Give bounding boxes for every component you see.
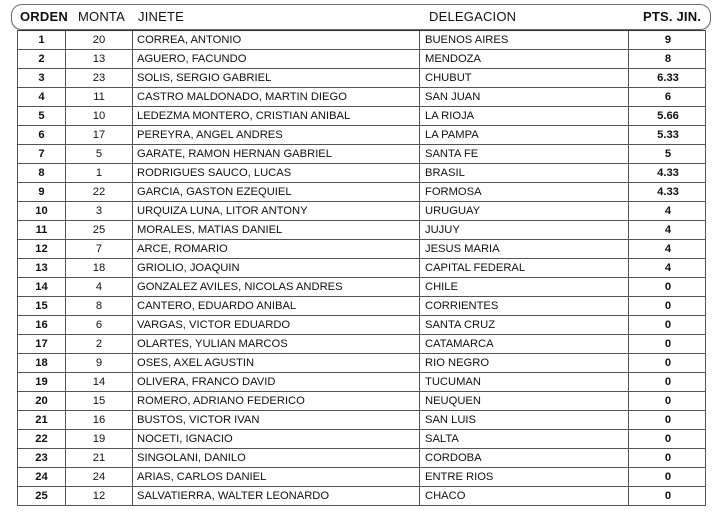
orden-cell: 15 — [18, 297, 66, 315]
delegacion-cell: LA PAMPA — [420, 126, 629, 144]
header-monta: MONTA — [78, 9, 125, 24]
table-row — [18, 277, 705, 296]
delegacion-cell: LA RIOJA — [420, 107, 629, 125]
jinete-cell: ROMERO, ADRIANO FEDERICO — [133, 392, 420, 410]
monta-cell: 24 — [66, 468, 133, 486]
pts-cell: 4 — [664, 243, 672, 255]
orden-cell: 4 — [18, 88, 66, 106]
pts-cell: 5.66 — [657, 110, 679, 122]
pts-cell: 0 — [664, 281, 672, 293]
header-orden: ORDEN — [20, 9, 68, 24]
orden-cell: 2 — [18, 50, 66, 68]
monta-cell: 7 — [66, 240, 133, 258]
delegacion-cell: BRASIL — [420, 164, 629, 182]
table-row — [18, 410, 705, 429]
table-row — [18, 68, 705, 87]
pts-cell: 0 — [664, 471, 672, 483]
orden-cell: 6 — [18, 126, 66, 144]
orden-cell: 16 — [18, 316, 66, 334]
orden-cell: 1 — [18, 31, 66, 49]
table-row — [18, 467, 705, 486]
delegacion-cell: SAN JUAN — [420, 88, 629, 106]
delegacion-cell: URUGUAY — [420, 202, 629, 220]
monta-cell: 16 — [66, 411, 133, 429]
table-row — [18, 315, 705, 334]
orden-cell: 22 — [18, 430, 66, 448]
delegacion-cell: SANTA CRUZ — [420, 316, 629, 334]
jinete-cell: SINGOLANI, DANILO — [133, 449, 420, 467]
monta-cell: 21 — [66, 449, 133, 467]
orden-cell: 21 — [18, 411, 66, 429]
pts-cell: 4 — [664, 205, 672, 217]
delegacion-cell: CHUBUT — [420, 69, 629, 87]
monta-cell: 5 — [66, 145, 133, 163]
jinete-cell: SALVATIERRA, WALTER LEONARDO — [133, 487, 420, 505]
orden-cell: 20 — [18, 392, 66, 410]
orden-cell: 17 — [18, 335, 66, 353]
results-table — [11, 4, 711, 502]
monta-cell: 12 — [66, 487, 133, 505]
pts-cell: 8 — [664, 53, 672, 65]
monta-cell: 3 — [66, 202, 133, 220]
jinete-cell: OLIVERA, FRANCO DAVID — [133, 373, 420, 391]
monta-cell: 20 — [66, 31, 133, 49]
pts-cell: 4.33 — [657, 167, 679, 179]
delegacion-cell: CHACO — [420, 487, 629, 505]
orden-cell: 12 — [18, 240, 66, 258]
jinete-cell: BUSTOS, VICTOR IVAN — [133, 411, 420, 429]
orden-cell: 8 — [18, 164, 66, 182]
jinete-cell: PEREYRA, ANGEL ANDRES — [133, 126, 420, 144]
jinete-cell: OLARTES, YULIAN MARCOS — [133, 335, 420, 353]
jinete-cell: CANTERO, EDUARDO ANIBAL — [133, 297, 420, 315]
delegacion-cell: TUCUMAN — [420, 373, 629, 391]
header-delegacion: DELEGACION — [429, 9, 517, 24]
pts-cell: 4.33 — [657, 186, 679, 198]
orden-cell: 7 — [18, 145, 66, 163]
table-body — [17, 30, 706, 506]
pts-cell: 5 — [664, 148, 672, 160]
table-row — [18, 163, 705, 182]
table-row — [18, 106, 705, 125]
monta-cell: 15 — [66, 392, 133, 410]
delegacion-cell: CORDOBA — [420, 449, 629, 467]
jinete-cell: CASTRO MALDONADO, MARTIN DIEGO — [133, 88, 420, 106]
pts-cell: 0 — [664, 376, 672, 388]
jinete-cell: MORALES, MATIAS DANIEL — [133, 221, 420, 239]
orden-cell: 25 — [18, 487, 66, 505]
delegacion-cell: JESUS MARIA — [420, 240, 629, 258]
table-row — [18, 49, 705, 68]
jinete-cell: NOCETI, IGNACIO — [133, 430, 420, 448]
delegacion-cell: RIO NEGRO — [420, 354, 629, 372]
monta-cell: 22 — [66, 183, 133, 201]
jinete-cell: URQUIZA LUNA, LITOR ANTONY — [133, 202, 420, 220]
pts-cell: 4 — [664, 224, 672, 236]
orden-cell: 3 — [18, 69, 66, 87]
pts-cell: 0 — [664, 357, 672, 369]
table-row — [18, 296, 705, 315]
pts-cell: 5.33 — [657, 129, 679, 141]
pts-cell: 6.33 — [657, 72, 679, 84]
table-row — [18, 334, 705, 353]
table-row — [18, 220, 705, 239]
jinete-cell: GRIOLIO, JOAQUIN — [133, 259, 420, 277]
pts-cell: 0 — [664, 338, 672, 350]
orden-cell: 11 — [18, 221, 66, 239]
monta-cell: 2 — [66, 335, 133, 353]
table-row — [18, 258, 705, 277]
jinete-cell: VARGAS, VICTOR EDUARDO — [133, 316, 420, 334]
monta-cell: 13 — [66, 50, 133, 68]
pts-cell: 0 — [664, 414, 672, 426]
delegacion-cell: CHILE — [420, 278, 629, 296]
monta-cell: 17 — [66, 126, 133, 144]
orden-cell: 24 — [18, 468, 66, 486]
jinete-cell: RODRIGUES SAUCO, LUCAS — [133, 164, 420, 182]
orden-cell: 10 — [18, 202, 66, 220]
pts-cell: 6 — [664, 91, 672, 103]
table-header — [11, 4, 711, 30]
table-row — [18, 125, 705, 144]
delegacion-cell: FORMOSA — [420, 183, 629, 201]
table-row — [18, 30, 705, 49]
table-row — [18, 429, 705, 448]
monta-cell: 8 — [66, 297, 133, 315]
pts-cell: 9 — [664, 34, 672, 46]
table-row — [18, 182, 705, 201]
table-row — [18, 87, 705, 106]
jinete-cell: OSES, AXEL AGUSTIN — [133, 354, 420, 372]
monta-cell: 11 — [66, 88, 133, 106]
delegacion-cell: NEUQUEN — [420, 392, 629, 410]
table-row — [18, 201, 705, 220]
jinete-cell: ARCE, ROMARIO — [133, 240, 420, 258]
monta-cell: 14 — [66, 373, 133, 391]
table-row — [18, 486, 705, 505]
delegacion-cell: ENTRE RIOS — [420, 468, 629, 486]
orden-cell: 9 — [18, 183, 66, 201]
monta-cell: 18 — [66, 259, 133, 277]
delegacion-cell: CORRIENTES — [420, 297, 629, 315]
orden-cell: 14 — [18, 278, 66, 296]
delegacion-cell: SAN LUIS — [420, 411, 629, 429]
pts-cell: 0 — [664, 300, 672, 312]
pts-cell: 0 — [664, 433, 672, 445]
pts-cell: 4 — [664, 262, 672, 274]
delegacion-cell: CATAMARCA — [420, 335, 629, 353]
monta-cell: 25 — [66, 221, 133, 239]
monta-cell: 23 — [66, 69, 133, 87]
delegacion-cell: BUENOS AIRES — [420, 31, 629, 49]
monta-cell: 9 — [66, 354, 133, 372]
table-row — [18, 372, 705, 391]
jinete-cell: GARATE, RAMON HERNAN GABRIEL — [133, 145, 420, 163]
pts-cell: 0 — [664, 490, 672, 502]
table-row — [18, 353, 705, 372]
table-row — [18, 144, 705, 163]
table-row — [18, 239, 705, 258]
jinete-cell: LEDEZMA MONTERO, CRISTIAN ANIBAL — [133, 107, 420, 125]
jinete-cell: CORREA, ANTONIO — [133, 31, 420, 49]
monta-cell: 6 — [66, 316, 133, 334]
table-row — [18, 391, 705, 410]
table-row — [18, 448, 705, 467]
orden-cell: 5 — [18, 107, 66, 125]
delegacion-cell: MENDOZA — [420, 50, 629, 68]
orden-cell: 18 — [18, 354, 66, 372]
monta-cell: 4 — [66, 278, 133, 296]
monta-cell: 1 — [66, 164, 133, 182]
header-jinete: JINETE — [138, 9, 184, 24]
jinete-cell: AGUERO, FACUNDO — [133, 50, 420, 68]
header-pts-jin: PTS. JIN. — [643, 9, 702, 24]
pts-cell: 0 — [664, 319, 672, 331]
delegacion-cell: JUJUY — [420, 221, 629, 239]
pts-cell: 0 — [664, 395, 672, 407]
jinete-cell: ARIAS, CARLOS DANIEL — [133, 468, 420, 486]
jinete-cell: GONZALEZ AVILES, NICOLAS ANDRES — [133, 278, 420, 296]
orden-cell: 19 — [18, 373, 66, 391]
delegacion-cell: SANTA FE — [420, 145, 629, 163]
pts-cell: 0 — [664, 452, 672, 464]
monta-cell: 10 — [66, 107, 133, 125]
monta-cell: 19 — [66, 430, 133, 448]
jinete-cell: GARCIA, GASTON EZEQUIEL — [133, 183, 420, 201]
jinete-cell: SOLIS, SERGIO GABRIEL — [133, 69, 420, 87]
delegacion-cell: CAPITAL FEDERAL — [420, 259, 629, 277]
orden-cell: 13 — [18, 259, 66, 277]
delegacion-cell: SALTA — [420, 430, 629, 448]
orden-cell: 23 — [18, 449, 66, 467]
